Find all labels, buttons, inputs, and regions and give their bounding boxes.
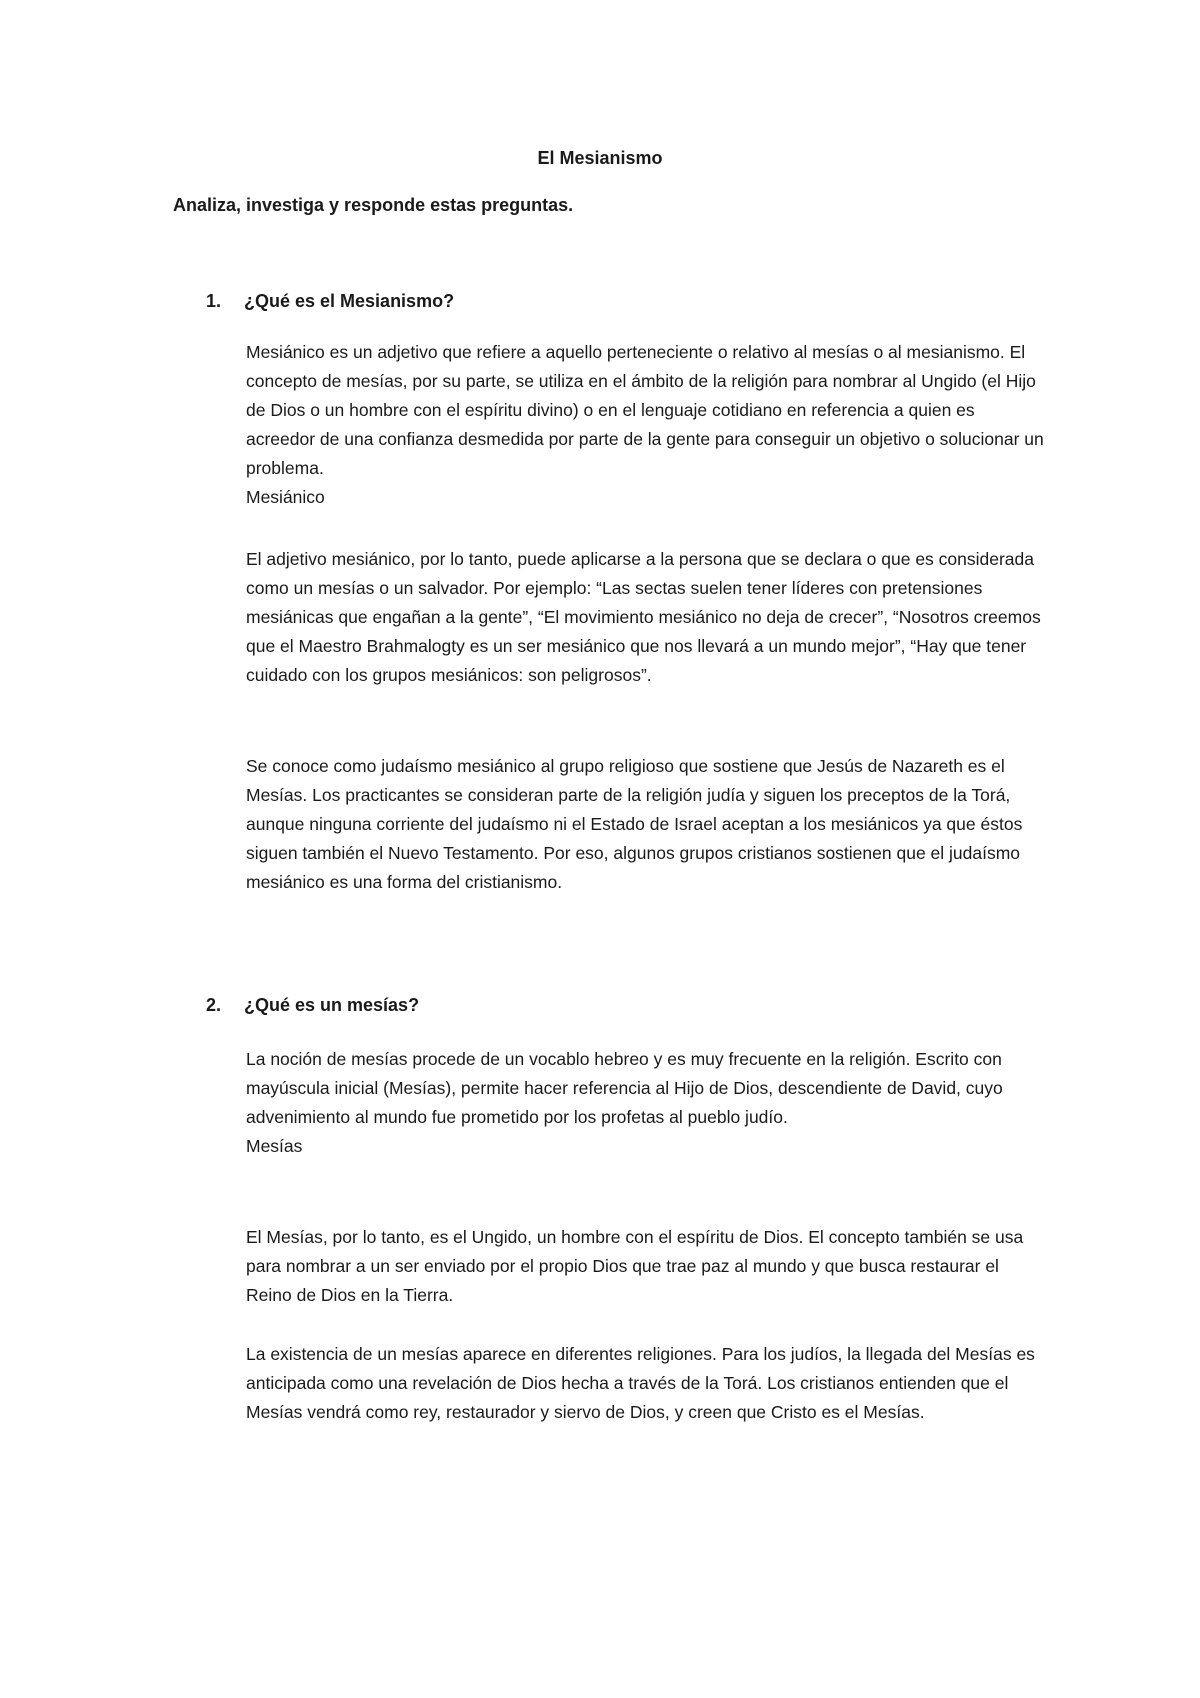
paragraph-subheading: Mesías — [246, 1136, 303, 1156]
document-title: El Mesianismo — [537, 148, 663, 168]
answer-paragraph — [246, 1223, 1046, 1310]
paragraph-text: El adjetivo mesiánico, por lo tanto, puede aplicarse a la persona que se declara o que es considerada como un mesías o un salvador. Por ejemplo: “Las sectas suelen tener líderes con pretensiones mesiánicas que engañan a la gente”, “El movimiento mesiánico no deja de crecer”, “Nosotros creemos que el Maestro Brahmalogty es un ser mesiánico que nos llevará a un mundo mejor”, “Hay que tener cuidado con los grupos mesiánicos: son peligrosos”. — [246, 549, 1041, 685]
paragraph-text: La existencia de un mesías aparece en diferentes religiones. Para los judíos, la llegada del Mesías es anticipada como una revelación de Dios hecha a través de la Torá. Los cristianos entienden que el Mesías vendrá como rey, restaurador y siervo de Dios, y creen que Cristo es el Mesías. — [246, 1344, 1035, 1422]
answer-paragraph — [246, 752, 1046, 897]
answer-paragraph — [246, 545, 1046, 690]
question-number: 1. — [206, 291, 222, 311]
paragraph-subheading: Mesiánico — [246, 487, 325, 507]
paragraph-text: Se conoce como judaísmo mesiánico al grupo religioso que sostiene que Jesús de Nazareth es el Mesías. Los practicantes se consideran parte de la religión judía y siguen los preceptos de la Torá, aunque ninguna corriente del judaísmo ni el Estado de Israel aceptan a los mesiánicos ya que éstos siguen también el Nuevo Testamento. Por eso, algunos grupos cristianos sostienen que el judaísmo mesiánico es una forma del cristianismo. — [246, 756, 1023, 892]
instructions-text: Analiza, investiga y responde estas preguntas. — [173, 195, 574, 215]
answer-paragraph — [246, 1340, 1046, 1427]
question-number: 2. — [206, 995, 222, 1015]
paragraph-text: La noción de mesías procede de un vocablo hebreo y es muy frecuente en la religión. Escrito con mayúscula inicial (Mesías), permite hacer referencia al Hijo de Dios, descendiente de David, cuyo advenimiento al mundo fue prometido por los profetas al pueblo judío. — [246, 1049, 1003, 1127]
question-text: ¿Qué es el Mesianismo? — [244, 291, 455, 311]
paragraph-text: El Mesías, por lo tanto, es el Ungido, un hombre con el espíritu de Dios. El concepto también se usa para nombrar a un ser enviado por el propio Dios que trae paz al mundo y que busca restaurar el Reino de Dios en la Tierra. — [246, 1227, 1024, 1305]
question-text: ¿Qué es un mesías? — [244, 995, 420, 1015]
answer-paragraph — [246, 1045, 1046, 1161]
answer-paragraph — [246, 338, 1046, 512]
paragraph-text: Mesiánico es un adjetivo que refiere a aquello perteneciente o relativo al mesías o al mesianismo. El concepto de mesías, por su parte, se utiliza en el ámbito de la religión para nombrar al Ungido (el Hijo de Dios o un hombre con el espíritu divino) o en el lenguaje cotidiano en referencia a quien es acreedor de una confianza desmedida por parte de la gente para conseguir un objetivo o solucionar un problema. — [246, 342, 1044, 478]
